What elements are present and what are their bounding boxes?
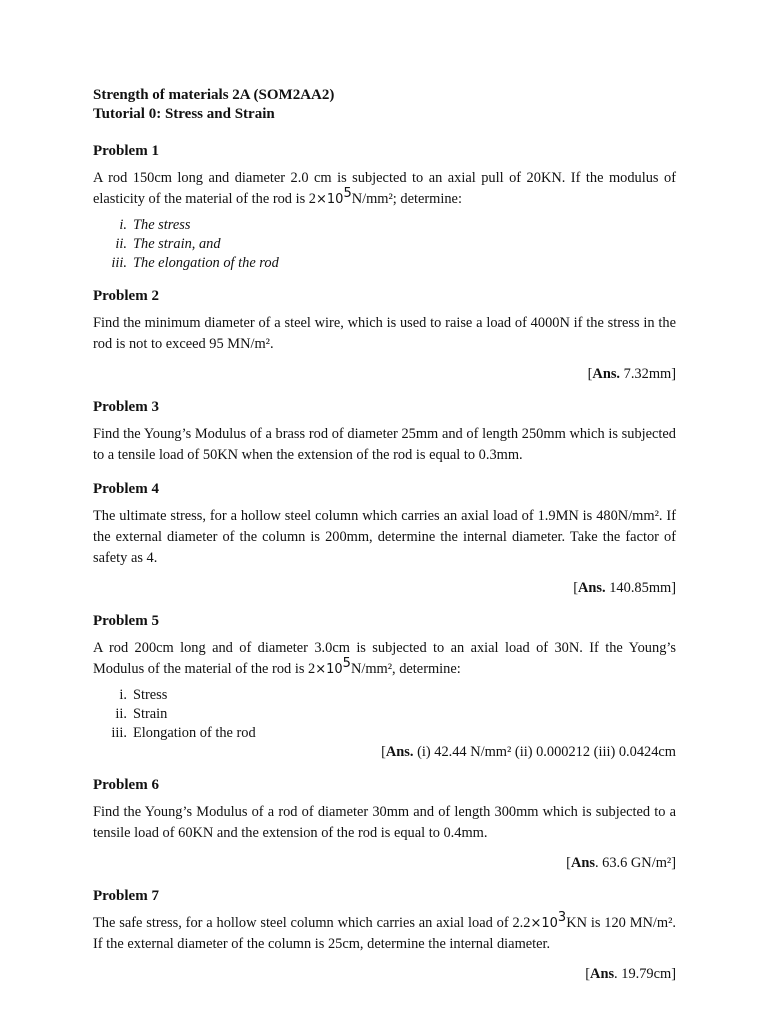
problem-heading: Problem 6 [93,777,159,793]
list-item: ii. Strain [115,706,168,722]
answer: [Ans. 19.79cm] [585,966,676,982]
problem-text: Find the Young’s Modulus of a rod of diameter 30mm and of length 300mm which is subjected to a tensile load of 60KN and the extension of the rod is equal to 0.4mm. [93,804,676,841]
answer: [Ans. (i) 42.44 N/mm² (ii) 0.000212 (iii) 0.0424cm [381,744,676,760]
list-item: ii. The strain, and [115,236,221,252]
answer: [Ans. 63.6 GN/m²] [566,855,676,871]
answer: [Ans. 140.85mm] [573,580,676,596]
problem-6 [93,776,676,873]
problem-text: Find the Young’s Modulus of a brass rod of diameter 25mm and of length 250mm which is subjected to a tensile load of 50KN when the extension of the rod is equal to 0.3mm. [93,426,676,463]
problem-heading: Problem 3 [93,399,159,415]
problem-list [93,686,676,743]
list-item: i. The stress [119,217,191,233]
problem-heading: Problem 2 [93,288,159,304]
problem-text: Find the minimum diameter of a steel wire, which is used to raise a load of 4000N if the stress in the rod is not to exceed 95 MN/m². [93,315,676,352]
problem-heading: Problem 5 [93,613,159,629]
problem-4 [93,480,676,598]
problem-text: The ultimate stress, for a hollow steel column which carries an axial load of 1.9MN is 480N/mm². If the external diameter of the column is 200mm, determine the internal diameter. Take the factor of safety as 4. [93,508,676,566]
problem-3 [93,398,676,466]
answer: [Ans. 7.32mm] [587,366,676,382]
course-title: Strength of materials 2A (SOM2AA2) [93,87,335,103]
problem-text: The safe stress, for a hollow steel column which carries an axial load of $2.2\times 10^3KN$ is 120 MN/m². If the external diameter of the column is 25cm, determine the internal diameter. [93,910,676,952]
document-content [93,86,676,984]
list-item: iii. The elongation of the rod [111,255,279,271]
tutorial-title: Tutorial 0: Stress and Strain [93,106,275,122]
list-item: iii. Elongation of the rod [111,725,256,741]
problem-text: A rod 200cm long and of diameter 3.0cm is subjected to an axial load of 30N. If the Young’s Modulus of the material of the rod is $2\times 10^5N$/mm², determine: [93,640,676,677]
list-item: i. Stress [119,687,168,703]
problem-1 [93,142,676,273]
problem-heading: Problem 4 [93,481,159,497]
problem-list [93,216,676,273]
problem-text: A rod 150cm long and diameter 2.0 cm is subjected to an axial pull of 20KN. If the modulus of elasticity of the material of the rod is $2\times 10^5N$/mm²; determine: [93,170,676,207]
problem-7 [93,887,676,984]
problem-heading: Problem 7 [93,888,159,904]
problem-2 [93,287,676,384]
problem-heading: Problem 1 [93,143,159,159]
problem-5 [93,612,676,762]
